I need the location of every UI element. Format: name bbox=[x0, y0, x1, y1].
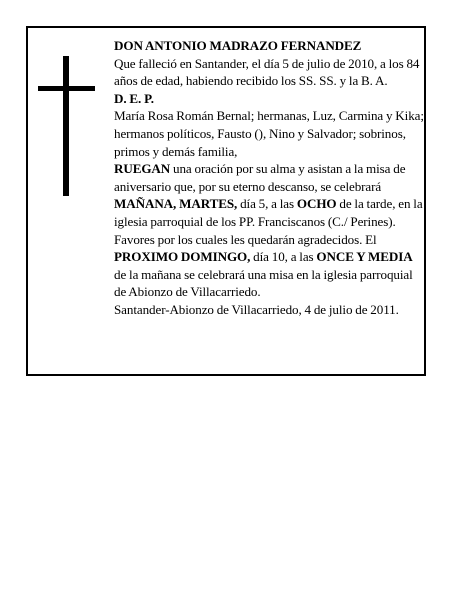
once-text: ONCE Y MEDIA bbox=[316, 249, 413, 265]
ocho-text: OCHO bbox=[296, 196, 337, 212]
proximo-text: PROXIMO DOMINGO, bbox=[114, 249, 251, 265]
manana-text: MAÑANA, MARTES, bbox=[114, 196, 238, 212]
request-text-5: de la mañana se celebrará una misa en la iglesia parroquial de Abionzo de Villacarriedo. bbox=[114, 266, 413, 300]
family-list: María Rosa Román Bernal; hermanas, Luz, Carmina y Kika; hermanos políticos, Fausto (), Nino y Salvador; sobrinos, primos y demás familia, bbox=[114, 108, 424, 159]
request-text-1: una oración por su alma y asistan a la misa de aniversario que, por su eterno descanso, se celebrará bbox=[114, 161, 406, 194]
request-text-3: de la tarde, en la iglesia parroquial de los PP. Franciscanos (C./ Perines). Favores por los cuales les quedarán agradecidos. El bbox=[114, 196, 423, 247]
dep-line: D. E. P. bbox=[114, 90, 154, 106]
ruegan-text: RUEGAN bbox=[114, 161, 171, 177]
place-date: Santander-Abionzo de Villacarriedo, 4 de julio de 2011. bbox=[114, 301, 399, 317]
obituary-text bbox=[114, 37, 426, 319]
death-info: Que falleció en Santander, el día 5 de julio de 2010, a los 84 años de edad, habiendo recibido los SS. SS. y la B. A. bbox=[114, 55, 420, 89]
request-text-2: día 5, a las bbox=[237, 196, 297, 212]
mass-request bbox=[114, 160, 426, 301]
cross-icon-bar bbox=[38, 86, 95, 91]
deceased-name: DON ANTONIO MADRAZO FERNANDEZ bbox=[114, 38, 362, 53]
cross-icon bbox=[63, 56, 69, 196]
request-text-4: día 10, a las bbox=[250, 249, 317, 265]
